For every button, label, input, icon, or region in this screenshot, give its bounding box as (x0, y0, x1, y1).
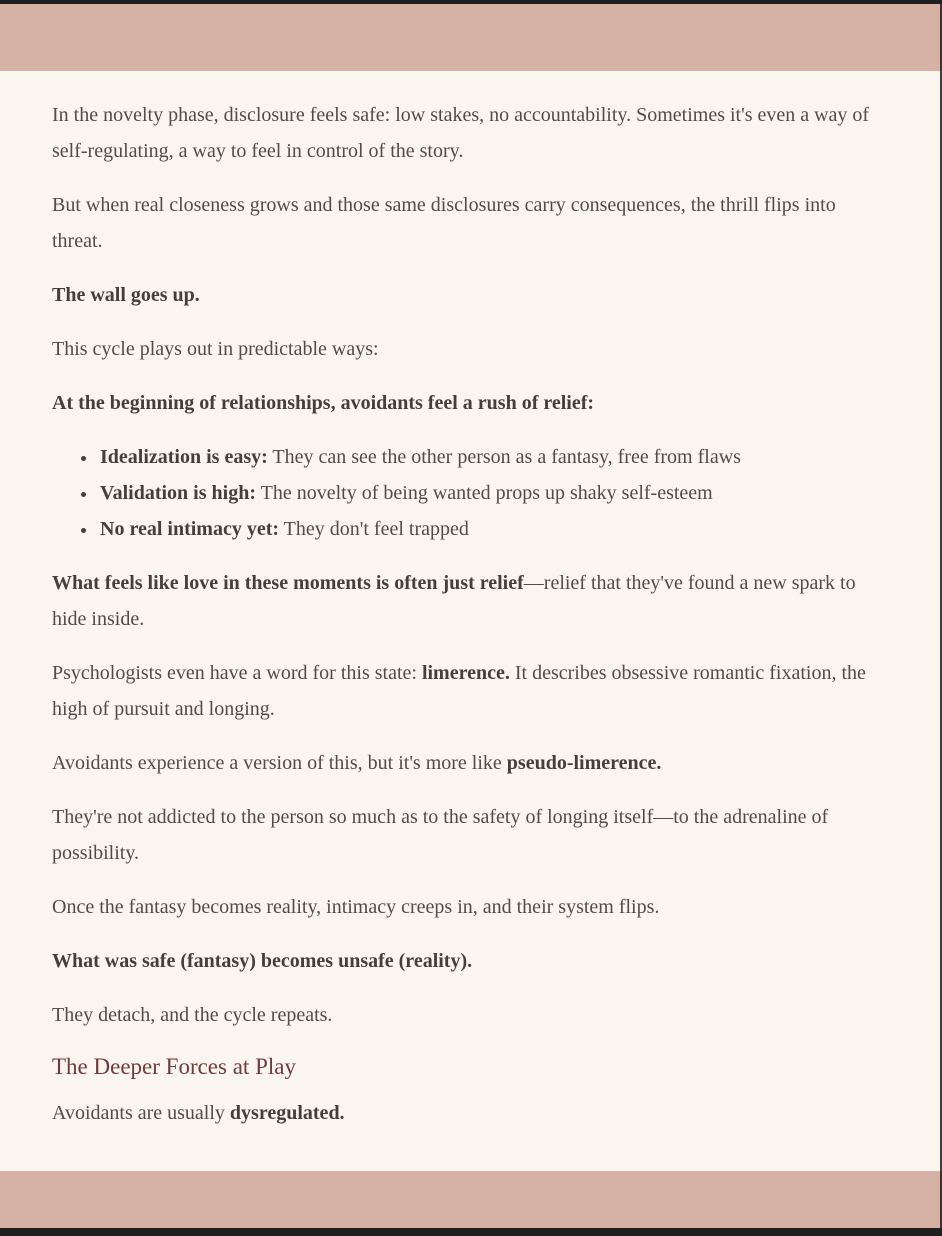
bold-text-run: pseudo-limerence. (506, 752, 662, 774)
text-run: It describes obsessive romantic fixation, the high of pursuit and longing. (52, 662, 866, 720)
paragraph (52, 799, 890, 871)
text-run: They don't feel trapped (279, 518, 469, 540)
bold-text-run: What was safe (fantasy) becomes unsafe (reality). (52, 950, 473, 972)
paragraph (52, 997, 890, 1033)
text-run: In the novelty phase, disclosure feels safe: low stakes, no accountability. Sometimes it's even a way of self-regulating, a way to feel in control of the story. (52, 104, 870, 162)
text-run: The Deeper Forces at Play (52, 1054, 296, 1079)
bold-text-run: At the beginning of relationships, avoidants feel a rush of relief: (52, 392, 595, 414)
bold-text-run: Idealization is easy: (100, 446, 268, 468)
paragraph (52, 745, 890, 781)
paragraph (52, 331, 890, 367)
list-item (98, 439, 890, 475)
text-run: Avoidants are usually (52, 1102, 230, 1124)
bold-text-run: The wall goes up. (52, 284, 200, 306)
paragraph (52, 565, 890, 637)
paragraph (52, 277, 890, 313)
text-run: Psychologists even have a word for this state: (52, 662, 422, 684)
paragraph (52, 943, 890, 979)
bold-text-run: What feels like love in these moments is often just relief (52, 572, 524, 594)
text-run: Once the fantasy becomes reality, intimacy creeps in, and their system flips. (52, 896, 660, 918)
paragraph (52, 1095, 890, 1131)
bold-text-run: dysregulated. (229, 1102, 345, 1124)
article-content (0, 71, 942, 1171)
text-run: They can see the other person as a fantasy, free from flaws (267, 446, 741, 468)
header-banner (0, 4, 942, 71)
window-bottom-edge (0, 1228, 942, 1236)
footer-banner (0, 1171, 942, 1228)
text-run: But when real closeness grows and those same disclosures carry consequences, the thrill flips into threat. (52, 194, 836, 252)
text-run: —relief that they've found a new spark to hide inside. (52, 572, 856, 630)
text-run: This cycle plays out in predictable ways: (52, 338, 379, 360)
paragraph (52, 97, 890, 169)
bold-text-run: limerence. (421, 662, 510, 684)
bold-text-run: No real intimacy yet: (100, 518, 280, 540)
text-run: They detach, and the cycle repeats. (52, 1004, 333, 1026)
text-run: Avoidants experience a version of this, but it's more like (52, 752, 507, 774)
text-run: They're not addicted to the person so much as to the safety of longing itself—to the adrenaline of possibility. (52, 806, 829, 864)
paragraph (52, 655, 890, 727)
list-item (98, 511, 890, 547)
list-item (98, 475, 890, 511)
paragraph (52, 889, 890, 925)
paragraph (52, 385, 890, 421)
bullet-list (52, 439, 890, 547)
text-run: The novelty of being wanted props up shaky self-esteem (256, 482, 713, 504)
section-heading (52, 1051, 890, 1083)
paragraph (52, 187, 890, 259)
bold-text-run: Validation is high: (100, 482, 256, 504)
